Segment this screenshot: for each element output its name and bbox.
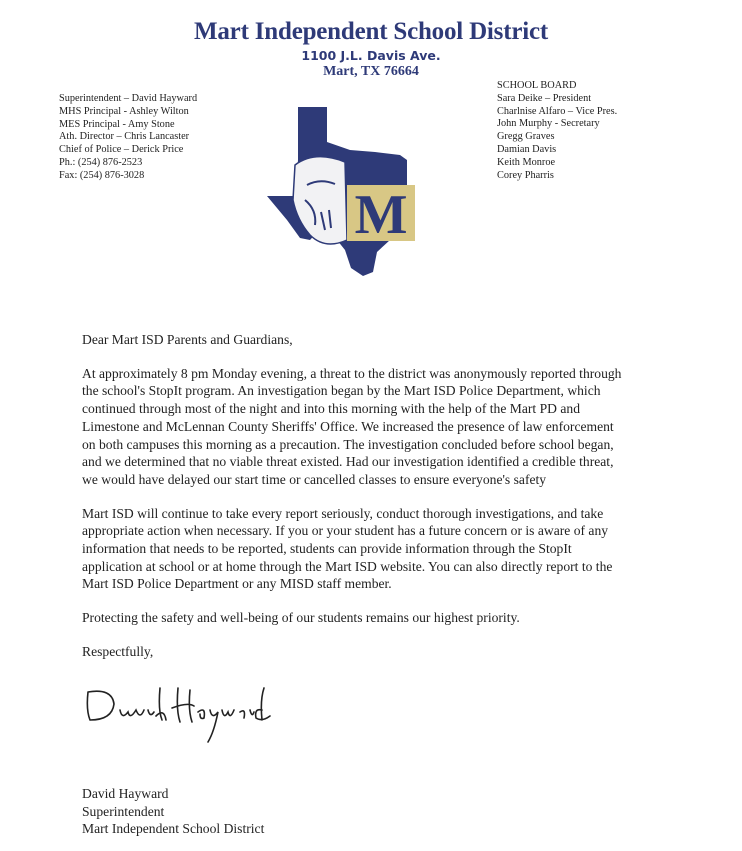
board-member: Damian Davis [497,143,557,155]
text-line: Limestone and McLennan County Sheriffs' Office. We increased the presence of law enforcement [82,418,614,434]
text-line: Protecting the safety and well-being of our students remains our highest priority. [82,610,520,626]
fax: Fax: (254) 876-3028 [59,169,145,181]
text-line: continued through most of the night and into this morning with the help of the Mart PD and [82,401,580,417]
staff-item: Superintendent – David Hayward [59,93,198,104]
signer-org: Mart Independent School District [82,821,265,836]
school-board-heading: SCHOOL BOARD [497,80,577,91]
school-board-list [497,80,617,182]
text-line: At approximately 8 pm Monday evening, a threat to the district was anonymously reported through [82,365,622,381]
board-member: Charlnise Alfaro – Vice Pres. [497,105,618,117]
signature [82,680,272,750]
text-line: on both campuses this morning as a precaution. The investigation concluded before school began, [82,436,614,452]
district-logo [255,100,425,280]
text-line: appropriate action when necessary. If you or your student has a future concern or is aware of any [82,523,609,539]
paragraph-1 [82,365,621,489]
staff-list [59,93,197,183]
salutation: Dear Mart ISD Parents and Guardians, [82,332,293,347]
staff-item: Chief of Police – Derick Price [59,144,184,156]
staff-item: Ath. Director – Chris Lancaster [59,131,190,143]
signer-title: Superintendent [82,803,165,819]
text-line: the school's StopIt program. An investigation began by the Mart ISD Police Department, which [82,383,601,399]
signer-name: David Hayward [82,786,169,801]
paragraph-2 [82,505,621,594]
staff-item: MHS Principal - Ashley Wilton [59,105,189,117]
paragraph-3 [82,609,621,627]
board-member: Gregg Graves [497,131,555,143]
board-member: Sara Deike – President [497,92,592,104]
text-line: we would have delayed our start time or cancelled classes to ensure everyone's safety [82,471,547,487]
logo-letter: M [354,184,408,246]
board-member: Corey Pharris [497,169,554,181]
closing: Respectfully, [82,643,154,659]
text-line: information that needs to be reported, students can provide information through the StopIt [82,541,572,557]
signature-block [82,785,264,838]
board-member: Keith Monroe [497,156,556,168]
letter-body [82,331,621,677]
address-city: Mart, TX 76664 [323,64,419,79]
district-name: Mart Independent School District [193,18,548,45]
address-street: 1100 J.L. Davis Ave. [301,48,441,63]
text-line: and we determined that no viable threat existed. Had our investigation identified a credible threat, [82,454,614,470]
text-line: Mart ISD Police Department or any MISD staff member. [82,576,392,592]
board-member: John Murphy - Secretary [497,118,600,130]
staff-item: MES Principal - Amy Stone [59,118,175,130]
phone: Ph.: (254) 876-2523 [59,156,143,168]
text-line: Mart ISD will continue to take every report seriously, conduct thorough investigations, and take [82,505,604,521]
text-line: application at school or at home through the Mart ISD website. You can also directly report to the [82,558,613,574]
